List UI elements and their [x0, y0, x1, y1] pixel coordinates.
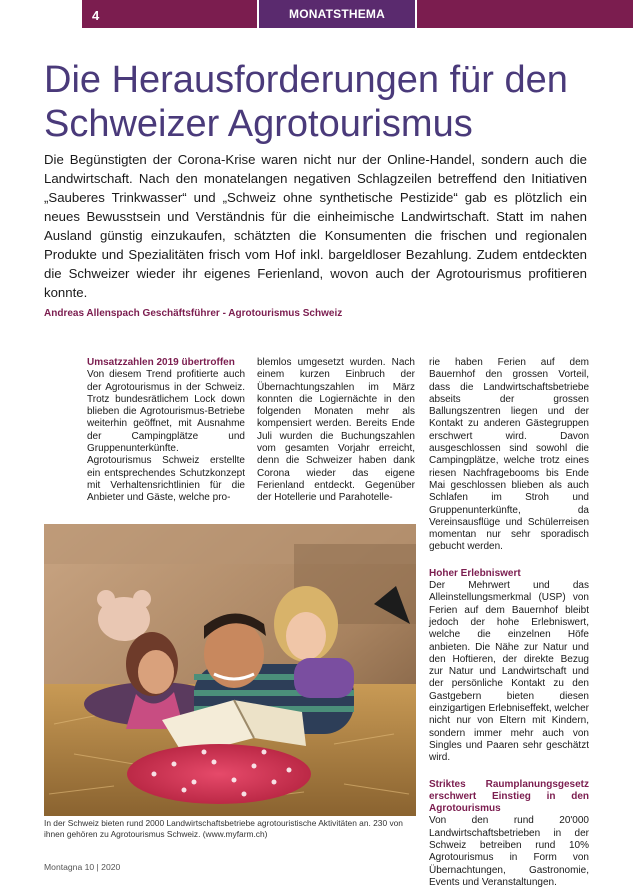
- section-label: MONATSTHEMA: [259, 0, 415, 28]
- photo-caption: In der Schweiz bieten rund 2000 Landwirtschaftsbetriebe agrotouristische Aktivitäten an. 230 von ihnen gehören zu Agrotourismus Schweiz. (www.myfarm.ch): [44, 818, 403, 839]
- column-1: [87, 357, 245, 505]
- column-3-heading-3: Striktes Raumplanungsgesetz erschwert Einstieg in den Agrotourismus: [429, 778, 589, 815]
- column-3-text-3: Von den rund 20'000 Landwirtschaftsbetrieben in der Schweiz betreiben rund 10% Agrotourismus in Form von Übernachtungen, Gastronomie, Events und Veranstaltungen.: [429, 815, 589, 888]
- family-reading-photo: [44, 524, 416, 816]
- column-3-heading-2: Hoher Erlebniswert: [429, 567, 521, 579]
- column-1-heading: Umsatzzahlen 2019 übertroffen: [87, 357, 235, 368]
- title-line-1: Die Herausforderungen für den: [44, 59, 568, 101]
- author-line: Andreas Allenspach Geschäftsführer - Agrotourismus Schweiz: [44, 308, 343, 319]
- title-line-2: Schweizer Agrotourismus: [44, 103, 473, 145]
- column-1-text: Von diesem Trend profitierte auch der Agrotourismus in der Schweiz. Trotz bundesrätlichem Lock down blieben die Agrotourismus-Betriebe weiterhin geöffnet, mit Ausnahme der Campingplätze und Gruppenunterkünfte. Agrotourismus Schweiz erstellte ein entsprechendes Schutzkonzept mit Verhaltensrichtlinien für die Anbieter und Gäste, welche pro-: [87, 369, 245, 504]
- column-3: [429, 357, 589, 889]
- header-bar-left: [82, 0, 257, 28]
- header-bar-right: [417, 0, 633, 28]
- column-2: [257, 357, 415, 505]
- column-2-text: blemlos umgesetzt wurden. Nach einem kurzen Einbruch der Übernachtungszahlen im März konnten die Logiernächte in den folgenden Monaten mehr als kompensiert werden. Bereits Ende Juli wurden die Buchungszahlen vom gesamten Vorjahr erreicht, denn die Schweizer haben dank Corona wieder das eigene Ferienland entdeckt. Gegenüber der Hotellerie und Parahotelle-: [257, 357, 415, 504]
- lead-paragraph: Die Begünstigten der Corona-Krise waren nicht nur der Online-Handel, sondern auch die Landwirtschaft. Nach den monatelangen negativen Schlagzeilen betreffend den Initiativen „Sauberes Trinkwasser“ und „Schweiz ohne synthetische Pestizide“ gab es plötzlich ein neues Bewusstsein und Verständnis für die einheimische Landwirtschaft. Statt im nahen Ausland günstig einzukaufen, schätzten die Konsumenten die frischen und regionalen Produkte und Spezialitäten frisch vom Hof inkl. bargeldloser Bezahlung. Zudem entdeckten die Schweizer wieder ihr eigenes Ferienland, wovon auch der Agrotourismus profitieren konnte.: [44, 152, 587, 300]
- page-number: 4: [92, 8, 100, 23]
- page-footer: Montagna 10 | 2020: [44, 862, 121, 872]
- column-3-text-1: rie haben Ferien auf dem Bauernhof den grossen Vorteil, dass die Landwirtschaftsbetriebe abseits der grossen Ballungszentren liegen und der Kontakt zu anderen Gästegruppen erschwert wird. Davon ausgeschlossen sind sowohl die Campingplätze, welche trotz eines riesen Nachfragebooms bis Ende Mai geschlossen blieben als auch Schlafen im Stroh und Gruppenunterkünfte, da Vereinsausflüge und Schülerreisen momentan nur sehr sporadisch gebucht werden.: [429, 357, 589, 553]
- article-title: [44, 58, 604, 146]
- column-3-text-2: Der Mehrwert und das Alleinstellungsmerkmal (USP) von Ferien auf dem Bauernhof bleibt jedoch der hohe Erlebniswert, welche die einzelnen Höfe anbieten. Die Nähe zur Natur und den Hoftieren, der direkte Bezug zur Natur und Landwirtschaft und der persönliche Kontakt zu den Gastgebern bieten diesen einzigartigen Erlebniseffekt, welcher nicht nur von Eltern mit Kindern, sondern immer mehr auch von Singles und Paaren sehr geschätzt wird.: [429, 580, 589, 764]
- photo-illustration: [44, 524, 416, 816]
